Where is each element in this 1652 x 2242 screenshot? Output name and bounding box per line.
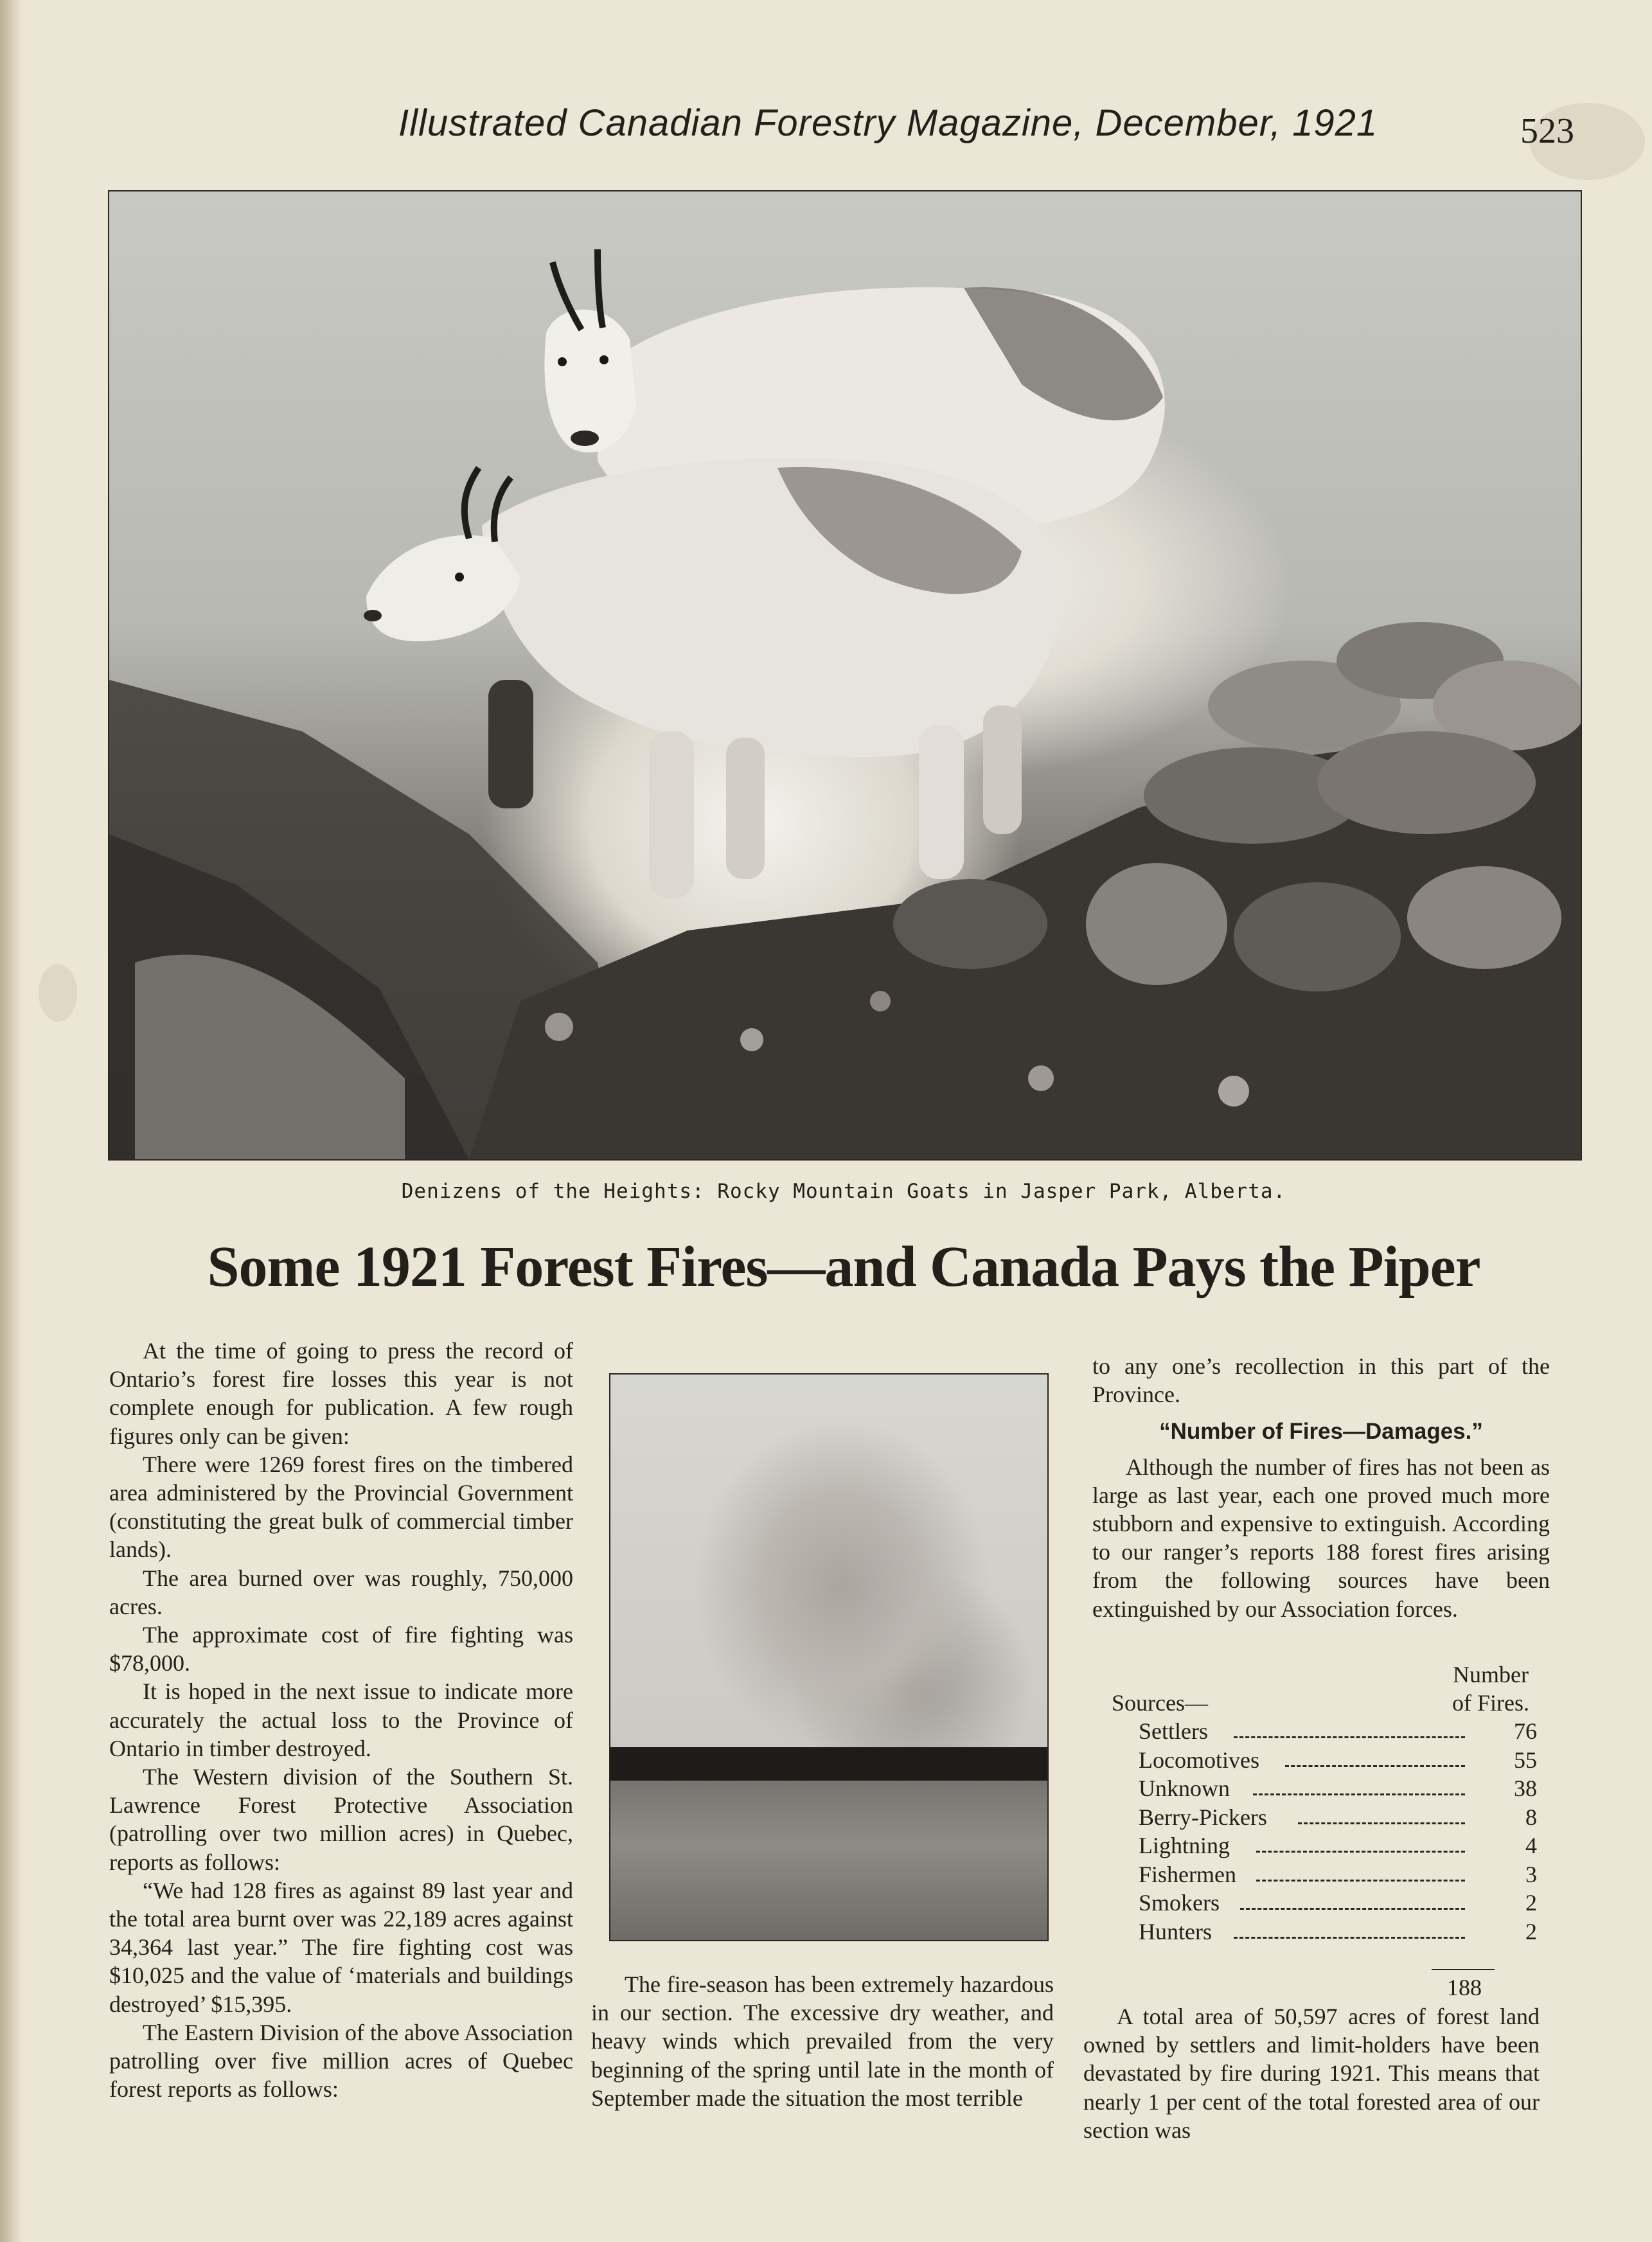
left-column [109, 1337, 573, 2103]
paragraph: At the time of going to press the record of Ontario’s forest fire losses this year is not complete enough for publication. A few rough figures only can be given: [109, 1338, 573, 1449]
page-number: 523 [1520, 111, 1574, 151]
article-headline: Some 1921 Forest Fires—and Canada Pays the Piper [207, 1235, 1480, 1299]
paragraph: The fire-season has been extremely hazardous in our section. The excessive dry weather, and heavy winds which prevailed from the very beginning of the spring until late in the month of September made the situation the most terrible [591, 1971, 1054, 2111]
fire-count: 4 [1525, 1833, 1537, 1858]
paragraph: The Western division of the Southern St. Lawrence Forest Protective Association (patrolling over two million acres) in Quebec, reports as follows: [109, 1764, 573, 1875]
fire-count: 2 [1525, 1918, 1537, 1944]
fire-count: 2 [1525, 1890, 1537, 1916]
leader-dots [1256, 1851, 1465, 1853]
source-label: Settlers [1139, 1718, 1208, 1744]
source-label: Lightning [1139, 1833, 1230, 1858]
fire-count: 55 [1514, 1747, 1537, 1773]
leader-dots [1234, 1736, 1465, 1738]
table-total: 188 [1447, 1975, 1482, 2000]
leader-dots [1298, 1822, 1465, 1824]
paragraph: “We had 128 fires as against 89 last year and the total area burnt over was 22,189 acres against 34,364 last year.” The fire fighting cost was $10,025 and the value of ‘materials and buildings destroyed’ $15,395. [109, 1877, 573, 2017]
right-column-closing [1083, 2002, 1540, 2144]
running-header [398, 96, 1574, 167]
fire-count: 3 [1525, 1861, 1537, 1887]
source-label: Hunters [1139, 1918, 1212, 1944]
paragraph: There were 1269 forest fires on the timbered area administered by the Provincial Government (constituting the great bulk of commercial timber lands). [109, 1451, 573, 1563]
leader-dots [1240, 1908, 1465, 1910]
table-row [1112, 1803, 1549, 1832]
fire-count: 38 [1514, 1775, 1537, 1801]
table-row [1112, 1889, 1549, 1917]
source-label: Locomotives [1139, 1747, 1259, 1773]
table-header [1112, 1660, 1549, 1717]
page-binding-edge [0, 0, 22, 2242]
paragraph: A total area of 50,597 acres of forest land owned by settlers and limit-holders have been devastated by fire during 1921. This means that nearly 1 per cent of the total forested area of our section was [1083, 2004, 1540, 2143]
photo-caption: Denizens of the Heights: Rocky Mountain Goats in Jasper Park, Alberta. [401, 1180, 1286, 1203]
source-label: Fishermen [1139, 1861, 1236, 1887]
mountain-goats-photo [108, 190, 1582, 1161]
paragraph: to any one’s recollection in this part of the Province. [1092, 1353, 1550, 1408]
lake-water [610, 1781, 1047, 1940]
table-row [1112, 1860, 1549, 1889]
table-row [1112, 1746, 1549, 1775]
forest-fire-smoke-photo [609, 1373, 1049, 1941]
table-row [1112, 1717, 1549, 1746]
table-row [1112, 1831, 1549, 1860]
paragraph: The Eastern Division of the above Association patrolling over five million acres of Quebec forest reports as follows: [109, 2019, 573, 2103]
header-sources: Sources— [1112, 1690, 1208, 1716]
paper-stain [39, 964, 77, 1022]
paragraph: Although the number of fires has not been as large as last year, each one proved much more stubborn and expensive to extinguish. According to our ranger’s reports 188 forest fires arising from the following sources have been extinguished by our Association forces. [1092, 1454, 1550, 1622]
treeline [610, 1747, 1047, 1781]
paragraph: It is hoped in the next issue to indicate more accurately the actual loss to the Province of Ontario in timber destroyed. [109, 1678, 573, 1761]
paragraph: The area burned over was roughly, 750,000 acres. [109, 1565, 573, 1619]
fire-count: 76 [1514, 1718, 1537, 1744]
fire-sources-table [1112, 1660, 1549, 1946]
leader-dots [1253, 1793, 1465, 1795]
paragraph: The approximate cost of fire fighting was $78,000. [109, 1622, 573, 1677]
fire-count: 8 [1525, 1804, 1537, 1830]
table-row [1112, 1917, 1549, 1946]
source-label: Smokers [1139, 1890, 1220, 1916]
leader-dots [1234, 1937, 1465, 1939]
section-subhead: “Number of Fires—Damages.” [1159, 1419, 1483, 1445]
leader-dots [1256, 1880, 1465, 1882]
right-column [1092, 1352, 1550, 1623]
table-row [1112, 1774, 1549, 1803]
goats-illustration [109, 191, 1581, 1159]
source-label: Unknown [1139, 1775, 1230, 1801]
header-number-line2: of Fires. [1452, 1690, 1529, 1716]
middle-column [591, 1970, 1054, 2112]
header-number [1433, 1660, 1549, 1717]
total-rule [1432, 1969, 1495, 1970]
leader-dots [1285, 1765, 1465, 1767]
header-number-line1: Number [1453, 1662, 1529, 1687]
source-label: Berry-Pickers [1139, 1804, 1267, 1830]
magazine-title: Illustrated Canadian Forestry Magazine, December, 1921 [398, 102, 1378, 144]
